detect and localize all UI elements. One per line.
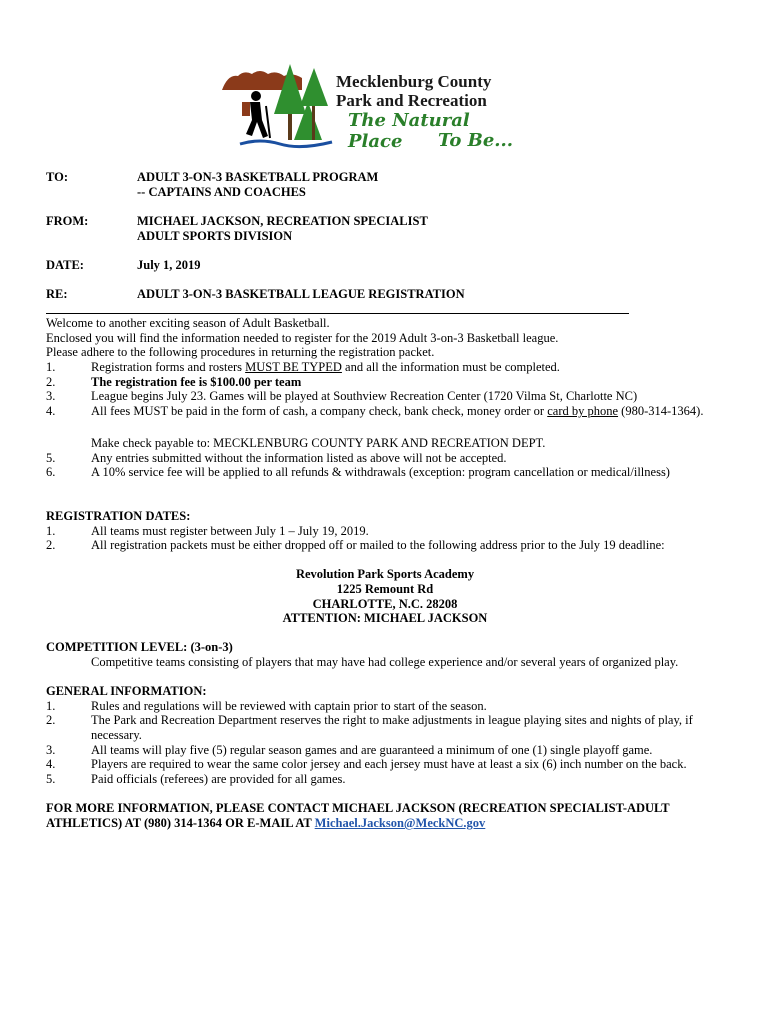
proc-item-2: The registration fee is $100.00 per team [91,375,302,389]
proc-item-1-b: and all the information must be completed. [341,360,560,374]
to-label: TO: [46,170,68,184]
contact-line-2 [46,816,485,831]
re-label: RE: [46,287,68,301]
gen-item-1: Rules and regulations will be reviewed with captain prior to start of the season. [91,699,487,713]
intro-line-1: Welcome to another exciting season of Adult Basketball. [46,316,330,330]
proc-item-4-a: All fees MUST be paid in the form of cash, a company check, bank check, money order or [91,404,548,418]
reg-item-1: All teams must register between July 1 – July 19, 2019. [91,524,369,538]
address-line-4: ATTENTION: MICHAEL JACKSON [282,611,488,625]
from-line-2: ADULT SPORTS DIVISION [137,229,293,243]
proc-num-5: 5. [46,451,56,465]
date-value: July 1, 2019 [137,258,201,272]
proc-num-3: 3. [46,389,56,403]
gen-item-5: Paid officials (referees) are provided for all games. [91,772,346,786]
proc-item-5: Any entries submitted without the information listed as above will not be accepted. [91,451,507,465]
mecklenburg-logo [220,62,520,158]
gen-item-4: Players are required to wear the same color jersey and each jersey must have at least a six (6) inch number on the back. [91,757,687,771]
logo-tagline-2: To Be... [438,130,514,151]
gen-num-4: 4. [46,757,56,771]
competition-text: Competitive teams consisting of players that may have had college experience and/or several years of organized play. [91,655,679,669]
gen-item-2: The Park and Recreation Department reserves the right to make adjustments in league playing sites and nights of play, if [91,713,693,727]
address-line-2: 1225 Remount Rd [336,582,434,596]
from-label: FROM: [46,214,89,228]
to-line-1: ADULT 3-ON-3 BASKETBALL PROGRAM [137,170,379,184]
to-line-2: -- CAPTAINS AND COACHES [137,185,306,199]
proc-item-3: League begins July 23. Games will be played at Southview Recreation Center (1720 Vilma St, Charlotte NC) [91,389,638,403]
park-logo-icon [220,62,340,158]
gen-num-5: 5. [46,772,56,786]
intro-line-3: Please adhere to the following procedures in returning the registration packet. [46,345,435,359]
reg-num-2: 2. [46,538,56,552]
check-payable: Make check payable to: MECKLENBURG COUNTY PARK AND RECREATION DEPT. [91,436,546,450]
proc-item-1-a: Registration forms and rosters [91,360,246,374]
gen-num-3: 3. [46,743,56,757]
gen-item-2-cont: necessary. [91,728,142,742]
proc-item-4 [91,404,703,419]
gen-item-3: All teams will play five (5) regular season games and are guaranteed a minimum of one (1) single playoff game. [91,743,653,757]
logo-title-line2: Park and Recreation [336,91,487,110]
gen-num-1: 1. [46,699,56,713]
must-be-typed: MUST BE TYPED [245,360,342,374]
re-value: ADULT 3-ON-3 BASKETBALL LEAGUE REGISTRATION [137,287,465,301]
email-link[interactable]: Michael.Jackson@MeckNC.gov [314,816,486,830]
competition-heading: COMPETITION LEVEL: (3-on-3) [46,640,233,654]
general-heading: GENERAL INFORMATION: [46,684,207,698]
logo-tagline-1: The Natural Place [348,110,470,152]
date-label: DATE: [46,258,84,272]
proc-num-4: 4. [46,404,56,418]
reg-num-1: 1. [46,524,56,538]
proc-num-2: 2. [46,375,56,389]
proc-item-1 [91,360,560,375]
address-line-1: Revolution Park Sports Academy [295,567,475,581]
intro-line-2: Enclosed you will find the information needed to register for the 2019 Adult 3-on-3 Basketball league. [46,331,559,345]
logo-title-line1: Mecklenburg County [336,72,492,91]
gen-num-2: 2. [46,713,56,727]
proc-num-1: 1. [46,360,56,374]
proc-item-6: A 10% service fee will be applied to all refunds & withdrawals (exception: program cancellation or medical/illness) [91,465,670,479]
proc-item-4-b: (980-314-1364). [618,404,704,418]
card-by-phone: card by phone [547,404,619,418]
contact-line-1: FOR MORE INFORMATION, PLEASE CONTACT MICHAEL JACKSON (RECREATION SPECIALIST-ADULT [46,801,670,815]
contact-line-2-text: ATHLETICS) AT (980) 314-1364 OR E-MAIL AT [46,816,315,830]
reg-dates-heading: REGISTRATION DATES: [46,509,191,523]
header-divider [46,313,629,314]
from-line-1: MICHAEL JACKSON, RECREATION SPECIALIST [137,214,428,228]
address-line-3: CHARLOTTE, N.C. 28208 [312,597,458,611]
reg-item-2: All registration packets must be either dropped off or mailed to the following address prior to the July 19 deadline: [91,538,665,552]
proc-num-6: 6. [46,465,56,479]
